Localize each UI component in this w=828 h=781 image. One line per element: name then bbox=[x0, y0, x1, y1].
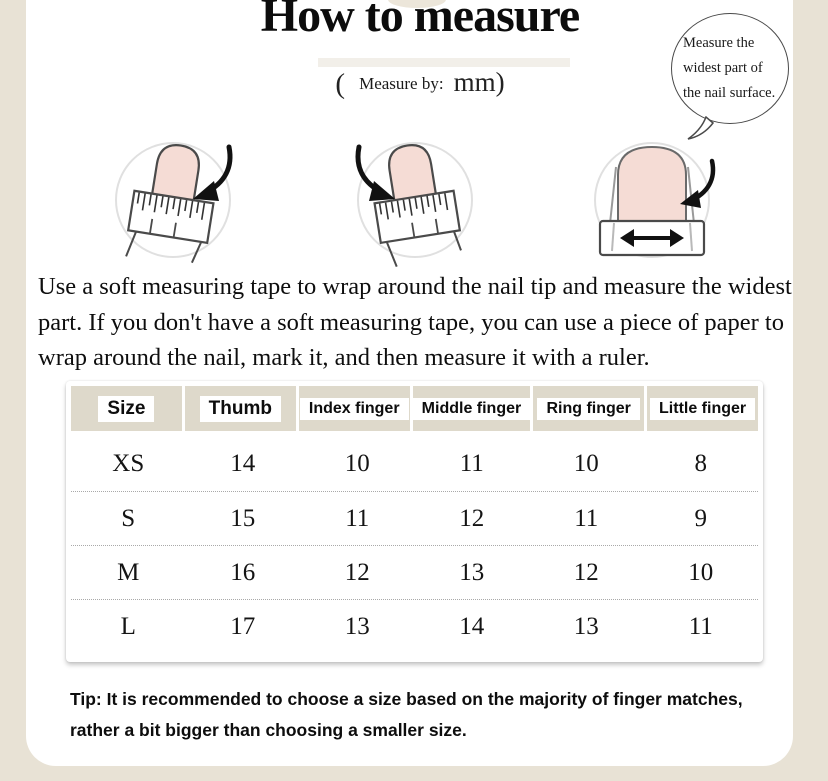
value-cell: 13 bbox=[459, 558, 485, 586]
size-cell: L bbox=[120, 612, 136, 640]
size-table-body bbox=[71, 431, 758, 653]
size-cell: XS bbox=[112, 450, 145, 477]
value-cell: 15 bbox=[230, 504, 256, 532]
value-cell: 12 bbox=[344, 558, 370, 586]
table-row-l bbox=[71, 599, 758, 653]
value-cell: 13 bbox=[344, 612, 370, 640]
page-title: How to measure bbox=[260, 0, 580, 42]
tip-line: rather a bit bigger than choosing a smaller size. bbox=[70, 720, 467, 740]
subtitle-highlight-band bbox=[318, 58, 570, 67]
column-header-middle-finger: Middle finger bbox=[413, 386, 531, 431]
value-cell: 10 bbox=[688, 558, 714, 586]
value-cell: 10 bbox=[344, 450, 370, 477]
column-header-index-finger: Index finger bbox=[299, 386, 410, 431]
value-cell: 14 bbox=[230, 450, 256, 477]
bubble-line: the nail surface. bbox=[683, 85, 776, 101]
table-row-xs bbox=[71, 437, 758, 491]
finger-tape-arrow-from-right-icon bbox=[83, 137, 263, 267]
measure-by-label: Measure by: bbox=[359, 74, 444, 93]
size-table-header bbox=[71, 386, 758, 431]
tip-line: Tip: It is recommended to choose a size based on the majority of finger matches, bbox=[70, 689, 743, 709]
instructions-paragraph: Use a soft measuring tape to wrap around the nail tip and measure the widest part. If you don't have a soft measuring tape, you can use a piece of paper to wrap around the nail, mark it, and then measure it with a ruler. bbox=[38, 273, 792, 371]
measure-unit-subtitle bbox=[120, 67, 720, 101]
value-cell: 11 bbox=[574, 504, 599, 532]
value-cell: 14 bbox=[459, 612, 485, 640]
value-cell: 11 bbox=[459, 450, 484, 477]
value-cell: 10 bbox=[573, 450, 599, 477]
speech-bubble bbox=[671, 13, 789, 124]
finger-width-double-arrow-icon bbox=[562, 137, 742, 267]
value-cell: 13 bbox=[573, 612, 599, 640]
size-table bbox=[66, 381, 763, 662]
column-header-little-finger: Little finger bbox=[647, 386, 758, 431]
table-row-m bbox=[71, 545, 758, 599]
column-header-thumb: Thumb bbox=[185, 386, 296, 431]
value-cell: 16 bbox=[230, 558, 256, 586]
finger-tape-arrow-from-left-icon bbox=[325, 137, 505, 267]
table-row-s bbox=[71, 491, 758, 545]
value-cell: 12 bbox=[573, 558, 599, 586]
value-cell: 9 bbox=[694, 504, 707, 532]
open-paren: ( bbox=[335, 68, 346, 100]
bubble-line: Measure the bbox=[683, 35, 755, 51]
value-cell: 12 bbox=[459, 504, 485, 532]
size-cell: M bbox=[117, 558, 140, 586]
column-header-size: Size bbox=[71, 386, 182, 431]
value-cell: 11 bbox=[688, 612, 713, 640]
bubble-line: widest part of bbox=[683, 60, 763, 76]
column-header-ring-finger: Ring finger bbox=[533, 386, 644, 431]
unit-label: mm) bbox=[453, 67, 505, 97]
value-cell: 11 bbox=[345, 504, 370, 532]
tip-text bbox=[70, 684, 770, 746]
value-cell: 17 bbox=[230, 612, 256, 640]
size-cell: S bbox=[121, 504, 136, 532]
illustrations-row bbox=[0, 137, 828, 267]
value-cell: 8 bbox=[694, 450, 707, 477]
